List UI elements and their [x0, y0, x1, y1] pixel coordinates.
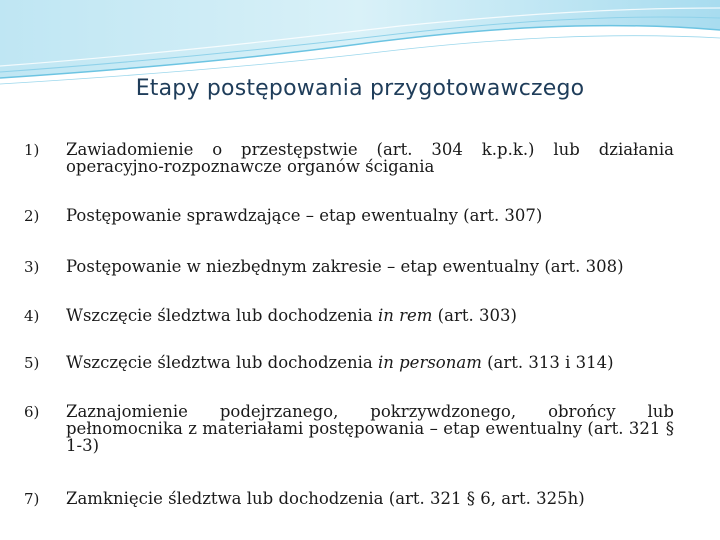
list-item: [24, 354, 674, 372]
item-text: Postępowanie w niezbędnym zakresie – etap ewentualny (art. 308): [66, 257, 624, 276]
slide-title: Etapy postępowania przygotowawczego: [135, 76, 585, 101]
list-item: [24, 258, 674, 276]
item-text: Zawiadomienie o przestępstwie (art. 304 k.p.k.) lub działania operacyjno-rozpoznawcze organów ścigania: [66, 140, 674, 176]
item-text: Zamknięcie śledztwa lub dochodzenia (art. 321 § 6, art. 325h): [66, 489, 585, 508]
item-text: Wszczęcie śledztwa lub dochodzenia in rem (art. 303): [66, 306, 517, 325]
item-number: 5): [24, 354, 40, 372]
item-number: 1): [24, 141, 40, 159]
list-item: [24, 141, 674, 175]
item-number: 6): [24, 403, 40, 421]
list-item: [24, 307, 674, 325]
latin-term: in personam: [377, 353, 482, 372]
list-item: [24, 490, 674, 508]
item-number: 2): [24, 207, 40, 225]
list-item: [24, 403, 674, 454]
item-number: 4): [24, 307, 40, 325]
item-text: Wszczęcie śledztwa lub dochodzenia in personam (art. 313 i 314): [66, 353, 614, 372]
latin-term: in rem: [377, 306, 433, 325]
item-number: 7): [24, 490, 40, 508]
item-text: Postępowanie sprawdzające – etap ewentualny (art. 307): [66, 206, 543, 225]
item-number: 3): [24, 258, 40, 276]
item-text: Zaznajomienie podejrzanego, pokrzywdzonego, obrońcy lub pełnomocnika z materiałami postępowania – etap ewentualny (art. 321 § 1-3): [66, 402, 674, 455]
list-item: [24, 207, 674, 225]
